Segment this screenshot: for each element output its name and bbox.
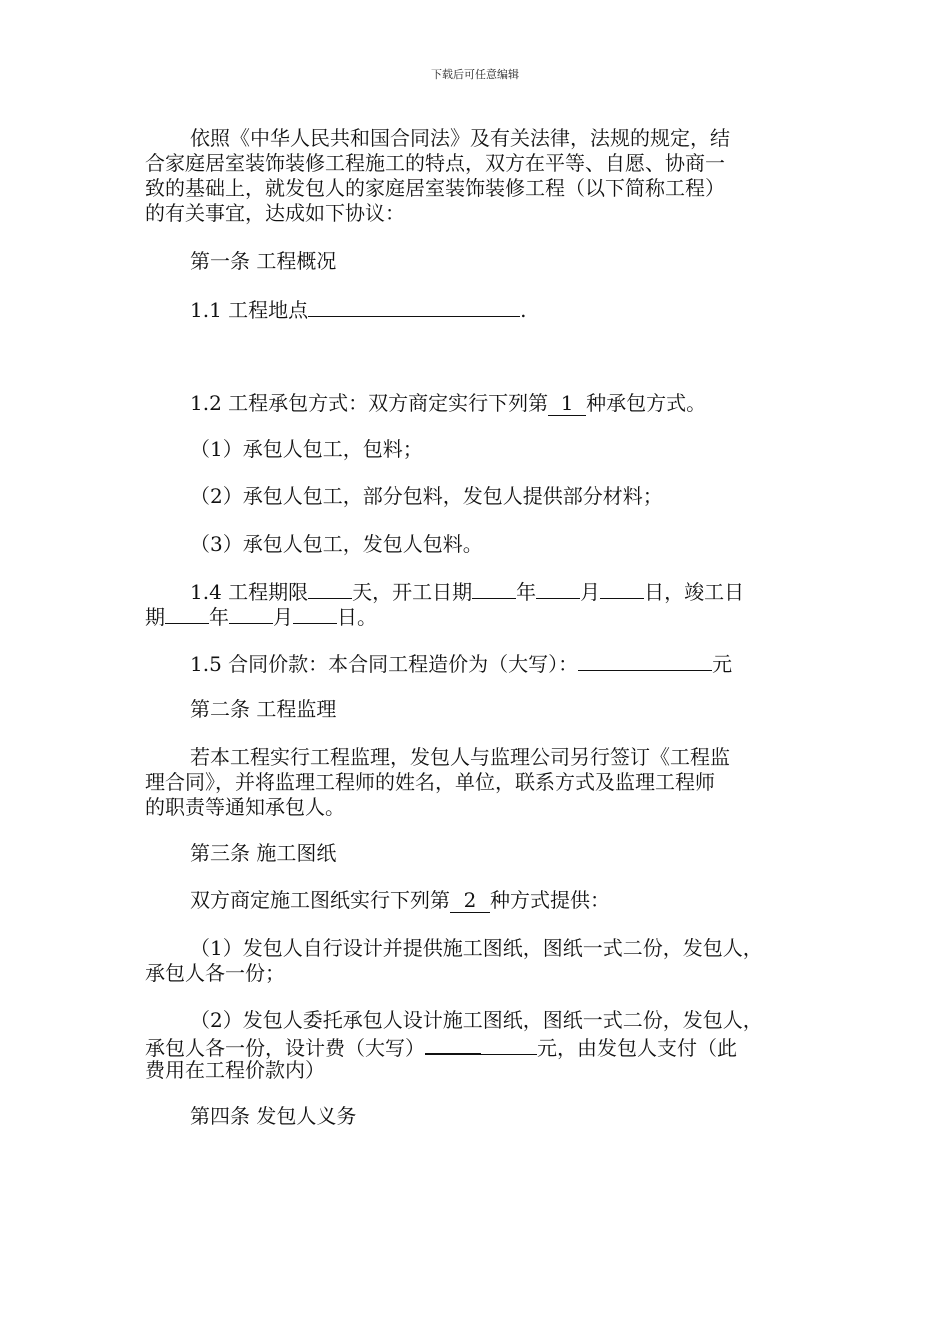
intro-line-3: 致的基础上，就发包人的家庭居室装饰装修工程（以下简称工程） bbox=[145, 176, 725, 200]
end-month-blank[interactable] bbox=[229, 603, 273, 624]
year-label-2: 年 bbox=[209, 605, 229, 629]
end-year-blank[interactable] bbox=[165, 603, 209, 624]
section-1-2-pre: 1.2 工程承包方式：双方商定实行下列第 bbox=[190, 391, 549, 415]
article-2-title: 第二条 工程监理 bbox=[190, 697, 337, 721]
day-label-2: 日。 bbox=[337, 605, 377, 629]
article-1-title: 第一条 工程概况 bbox=[190, 249, 337, 273]
price-unit: 元 bbox=[712, 652, 733, 676]
section-1-5 bbox=[190, 650, 850, 676]
end-date-label: 日，竣工日 bbox=[644, 580, 745, 604]
article-4-title: 第四条 发包人义务 bbox=[190, 1104, 357, 1128]
page-header: 下载后可任意编辑 bbox=[431, 68, 519, 81]
intro-line-1: 依照《中华人民共和国合同法》及有关法律，法规的规定，结 bbox=[190, 126, 730, 150]
drawing-option-2-line-1: （2）发包人委托承包人设计施工图纸，图纸一式二份，发包人， bbox=[190, 1008, 763, 1032]
contract-mode-number[interactable]: 1 bbox=[548, 391, 586, 416]
section-1-4-line-2 bbox=[145, 603, 805, 629]
month-label: 月 bbox=[580, 580, 601, 604]
location-blank[interactable] bbox=[308, 296, 520, 317]
drawing-mode-number[interactable]: 2 bbox=[450, 888, 490, 913]
drawing-option-1-line-1: （1）发包人自行设计并提供施工图纸，图纸一式二份，发包人， bbox=[190, 936, 763, 960]
month-label-2: 月 bbox=[273, 605, 293, 629]
start-year-blank[interactable] bbox=[472, 578, 516, 599]
start-day-blank[interactable] bbox=[600, 578, 644, 599]
start-month-blank[interactable] bbox=[536, 578, 580, 599]
drawing-mode-pre: 双方商定施工图纸实行下列第 bbox=[190, 888, 450, 912]
drawing-option-2-line-3: 费用在工程价款内） bbox=[145, 1058, 325, 1082]
drawing-option-2-line-2 bbox=[145, 1033, 805, 1060]
design-fee-label: 承包人各一份，设计费（大写） bbox=[145, 1036, 425, 1060]
price-blank[interactable] bbox=[578, 650, 712, 671]
design-fee-blank-b[interactable] bbox=[481, 1034, 537, 1055]
article-3-intro bbox=[190, 888, 850, 913]
article-3-title: 第三条 施工图纸 bbox=[190, 841, 337, 865]
article-2-body-3: 的职责等通知承包人。 bbox=[145, 795, 345, 819]
section-1-1-label: 1.1 工程地点 bbox=[190, 298, 309, 322]
design-fee-blank-a[interactable] bbox=[425, 1033, 481, 1055]
start-date-label: 天，开工日期 bbox=[352, 580, 473, 604]
end-date-label-cont: 期 bbox=[145, 605, 165, 629]
term-label: 1.4 工程期限 bbox=[190, 580, 309, 604]
days-blank[interactable] bbox=[308, 578, 352, 599]
section-1-2 bbox=[190, 391, 850, 416]
design-fee-post: 元，由发包人支付（此 bbox=[537, 1036, 737, 1060]
article-2-body-2: 理合同》，并将监理工程师的姓名，单位，联系方式及监理工程师 bbox=[145, 770, 715, 794]
end-day-blank[interactable] bbox=[293, 603, 337, 624]
article-2-body-1: 若本工程实行工程监理，发包人与监理公司另行签订《工程监 bbox=[190, 745, 730, 769]
year-label: 年 bbox=[516, 580, 537, 604]
section-1-4-line-1 bbox=[190, 578, 850, 604]
option-2: （2）承包人包工，部分包料，发包人提供部分材料； bbox=[190, 484, 663, 508]
section-1-2-post: 种承包方式。 bbox=[586, 391, 707, 415]
option-1: （1）承包人包工，包料； bbox=[190, 437, 423, 461]
drawing-option-1-line-2: 承包人各一份； bbox=[145, 961, 285, 985]
option-3: （3）承包人包工，发包人包料。 bbox=[190, 532, 483, 556]
section-1-1-end: . bbox=[520, 298, 527, 322]
intro-line-2: 合家庭居室装饰装修工程施工的特点，双方在平等、自愿、协商一 bbox=[145, 151, 725, 175]
section-1-1 bbox=[190, 296, 850, 322]
drawing-mode-post: 种方式提供： bbox=[490, 888, 610, 912]
price-label: 1.5 合同价款：本合同工程造价为（大写）： bbox=[190, 652, 579, 676]
intro-line-4: 的有关事宜，达成如下协议： bbox=[145, 201, 405, 225]
